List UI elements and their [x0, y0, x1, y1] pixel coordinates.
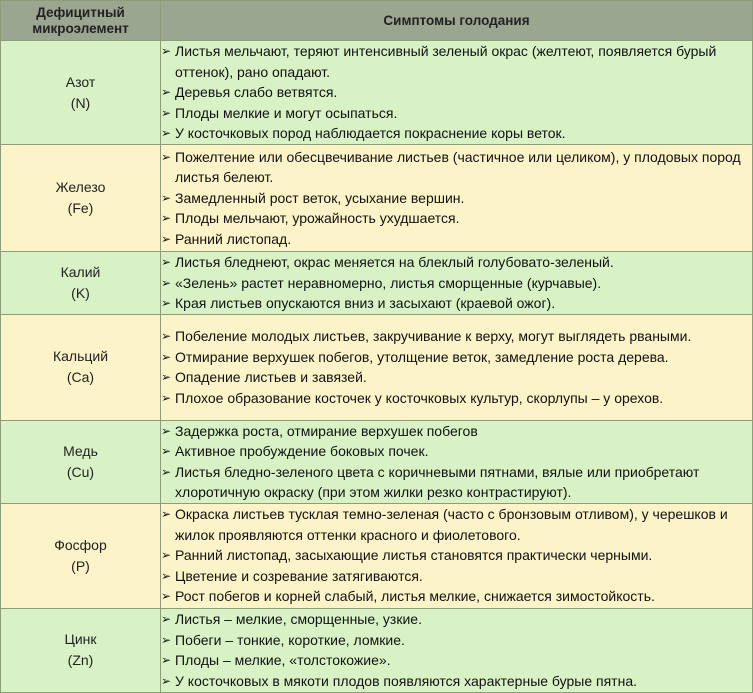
symptom-item	[161, 462, 752, 503]
table-row	[1, 503, 753, 608]
symptom-text: Листья бледнеют, окрас меняется на блеклый голубовато-зеленый.	[175, 254, 614, 270]
arrow-bullet-icon: ➢	[161, 444, 172, 458]
element-name: Железо	[55, 179, 106, 195]
symptom-text: Ранний листопад, засыхающие листья становятся практически черными.	[175, 547, 653, 564]
arrow-bullet-icon: ➢	[161, 673, 172, 688]
symptom-item	[161, 188, 752, 209]
table-row	[1, 608, 753, 692]
element-name: Медь	[63, 442, 98, 459]
symptom-item	[161, 103, 752, 124]
symptoms-cell	[161, 420, 753, 503]
element-cell	[1, 41, 161, 145]
symptom-text: Побеление молодых листьев, закручивание к верху, могут выглядеть рваными.	[175, 328, 692, 344]
element-symbol: (K)	[71, 284, 90, 301]
symptom-item	[161, 82, 752, 103]
table-row	[1, 314, 753, 420]
arrow-bullet-icon: ➢	[161, 370, 172, 384]
symptom-text: Замедленный рост веток, усыхание вершин.	[175, 189, 465, 206]
symptoms-cell	[161, 503, 753, 608]
symptom-text: Активное пробуждение боковых почек.	[175, 443, 429, 459]
table-row	[1, 252, 753, 315]
arrow-bullet-icon: ➢	[161, 329, 172, 343]
symptoms-cell	[161, 608, 753, 692]
arrow-bullet-icon: ➢	[161, 231, 172, 246]
symptom-item	[161, 326, 752, 347]
element-symbol: (Fe)	[67, 200, 94, 216]
arrow-bullet-icon: ➢	[161, 632, 172, 647]
symptom-text: Деревья слабо ветвятся.	[175, 84, 338, 101]
symptoms-cell	[161, 41, 753, 145]
element-cell	[1, 420, 161, 503]
arrow-bullet-icon: ➢	[161, 126, 172, 141]
symptom-item	[161, 566, 752, 587]
symptom-item	[161, 208, 752, 229]
symptom-text: Побеги – тонкие, короткие, ломкие.	[175, 631, 405, 648]
symptom-item	[161, 586, 752, 607]
header-symptoms: Симптомы голодания	[161, 1, 753, 41]
arrow-bullet-icon: ➢	[161, 612, 172, 626]
header-element: Дефицитный микроэлемент	[1, 1, 161, 41]
symptom-item	[161, 609, 752, 630]
arrow-bullet-icon: ➢	[161, 507, 172, 522]
arrow-bullet-icon: ➢	[161, 296, 172, 310]
element-name: Кальций	[52, 348, 109, 364]
symptoms-cell	[161, 145, 753, 252]
table-header-row	[1, 1, 753, 41]
arrow-bullet-icon: ➢	[161, 211, 172, 226]
symptom-item	[161, 347, 752, 368]
element-name: Калий	[60, 263, 101, 280]
arrow-bullet-icon: ➢	[161, 85, 172, 100]
symptom-text: Плоды мельчают, урожайность ухудшается.	[175, 210, 460, 227]
symptom-item	[161, 367, 752, 388]
arrow-bullet-icon: ➢	[161, 149, 172, 164]
symptom-text: Плоды – мелкие, «толстокожие».	[175, 652, 391, 668]
symptom-item	[161, 545, 752, 566]
arrow-bullet-icon: ➢	[161, 255, 172, 269]
symptom-text: Листья – мелкие, сморщенные, узкие.	[175, 611, 422, 627]
symptom-text: Листья бледно-зеленого цвета с коричневыми пятнами, вялые или приобретают хлоротичную окраску (при этом жилки резко контрастируют).	[175, 463, 700, 500]
symptom-text: Цветение и созревание затягиваются.	[175, 567, 423, 584]
symptom-item	[161, 504, 752, 545]
arrow-bullet-icon: ➢	[161, 548, 172, 563]
element-cell	[1, 608, 161, 692]
arrow-bullet-icon: ➢	[161, 44, 172, 59]
arrow-bullet-icon: ➢	[161, 349, 172, 364]
symptom-item	[161, 671, 752, 692]
symptom-text: Листья мельчают, теряют интенсивный зеленый окрас (желтеют, появляется бурый оттенок), рано опадают.	[175, 43, 717, 80]
symptom-text: Отмирание верхушек побегов, утолщение веток, замедление роста дерева.	[175, 348, 669, 365]
symptom-text: Края листьев опускаются вниз и засыхают (краевой ожог).	[175, 295, 556, 311]
symptom-text: Плохое образование косточек у косточковых культур, скорлупы – у орехов.	[175, 389, 664, 406]
element-cell	[1, 252, 161, 315]
symptom-text: «Зелень» растет неравномерно, листья сморщенные (курчавые).	[175, 274, 602, 291]
arrow-bullet-icon: ➢	[161, 105, 172, 120]
element-symbol: (Zn)	[67, 652, 94, 668]
symptom-text: Плоды мелкие и могут осыпаться.	[175, 104, 398, 121]
symptom-text: Пожелтение или обесцвечивание листьев (частичное или целиком), у плодовых пород листья белеют.	[175, 148, 741, 186]
symptom-item	[161, 630, 752, 651]
symptom-item	[161, 293, 752, 314]
element-cell	[1, 145, 161, 252]
table-row	[1, 41, 753, 145]
element-name: Азот	[65, 73, 96, 90]
symptom-item	[161, 650, 752, 671]
element-symbol: (Ca)	[66, 369, 95, 385]
symptom-text: У косточковых пород наблюдается покраснение коры веток.	[175, 125, 566, 142]
symptom-text: У косточковых в мякоти плодов появляются характерные бурые пятна.	[175, 672, 637, 689]
element-symbol: (N)	[70, 94, 91, 111]
symptom-item	[161, 252, 752, 273]
symptom-text: Опадение листьев и завязей.	[175, 369, 367, 385]
symptom-text: Задержка роста, отмирание верхушек побегов	[175, 422, 478, 439]
symptom-item	[161, 123, 752, 144]
element-symbol: (P)	[71, 557, 90, 574]
arrow-bullet-icon: ➢	[161, 275, 172, 290]
element-cell	[1, 314, 161, 420]
symptoms-cell	[161, 314, 753, 420]
symptom-item	[161, 421, 752, 442]
element-symbol: (Cu)	[66, 463, 95, 480]
symptom-item	[161, 41, 752, 82]
table-body	[1, 41, 753, 693]
table-row	[1, 420, 753, 503]
symptom-text: Ранний листопад.	[175, 230, 292, 247]
element-name: Цинк	[64, 631, 97, 647]
element-cell	[1, 503, 161, 608]
arrow-bullet-icon: ➢	[161, 423, 172, 438]
table-row	[1, 145, 753, 252]
symptom-item	[161, 273, 752, 294]
symptom-item	[161, 388, 752, 409]
arrow-bullet-icon: ➢	[161, 568, 172, 583]
arrow-bullet-icon: ➢	[161, 390, 172, 405]
symptom-item	[161, 147, 752, 188]
symptom-text: Окраска листьев тусклая темно-зеленая (часто с бронзовым отливом), у черешков и жилок проявляются оттенки красного и фиолетового.	[175, 506, 728, 543]
symptom-text: Рост побегов и корней слабый, листья мелкие, снижается зимостойкость.	[175, 588, 655, 605]
arrow-bullet-icon: ➢	[161, 190, 172, 205]
symptom-item	[161, 441, 752, 462]
symptoms-cell	[161, 252, 753, 315]
element-name: Фосфор	[54, 536, 107, 553]
arrow-bullet-icon: ➢	[161, 653, 172, 667]
arrow-bullet-icon: ➢	[161, 589, 172, 604]
symptom-item	[161, 229, 752, 250]
arrow-bullet-icon: ➢	[161, 464, 172, 479]
